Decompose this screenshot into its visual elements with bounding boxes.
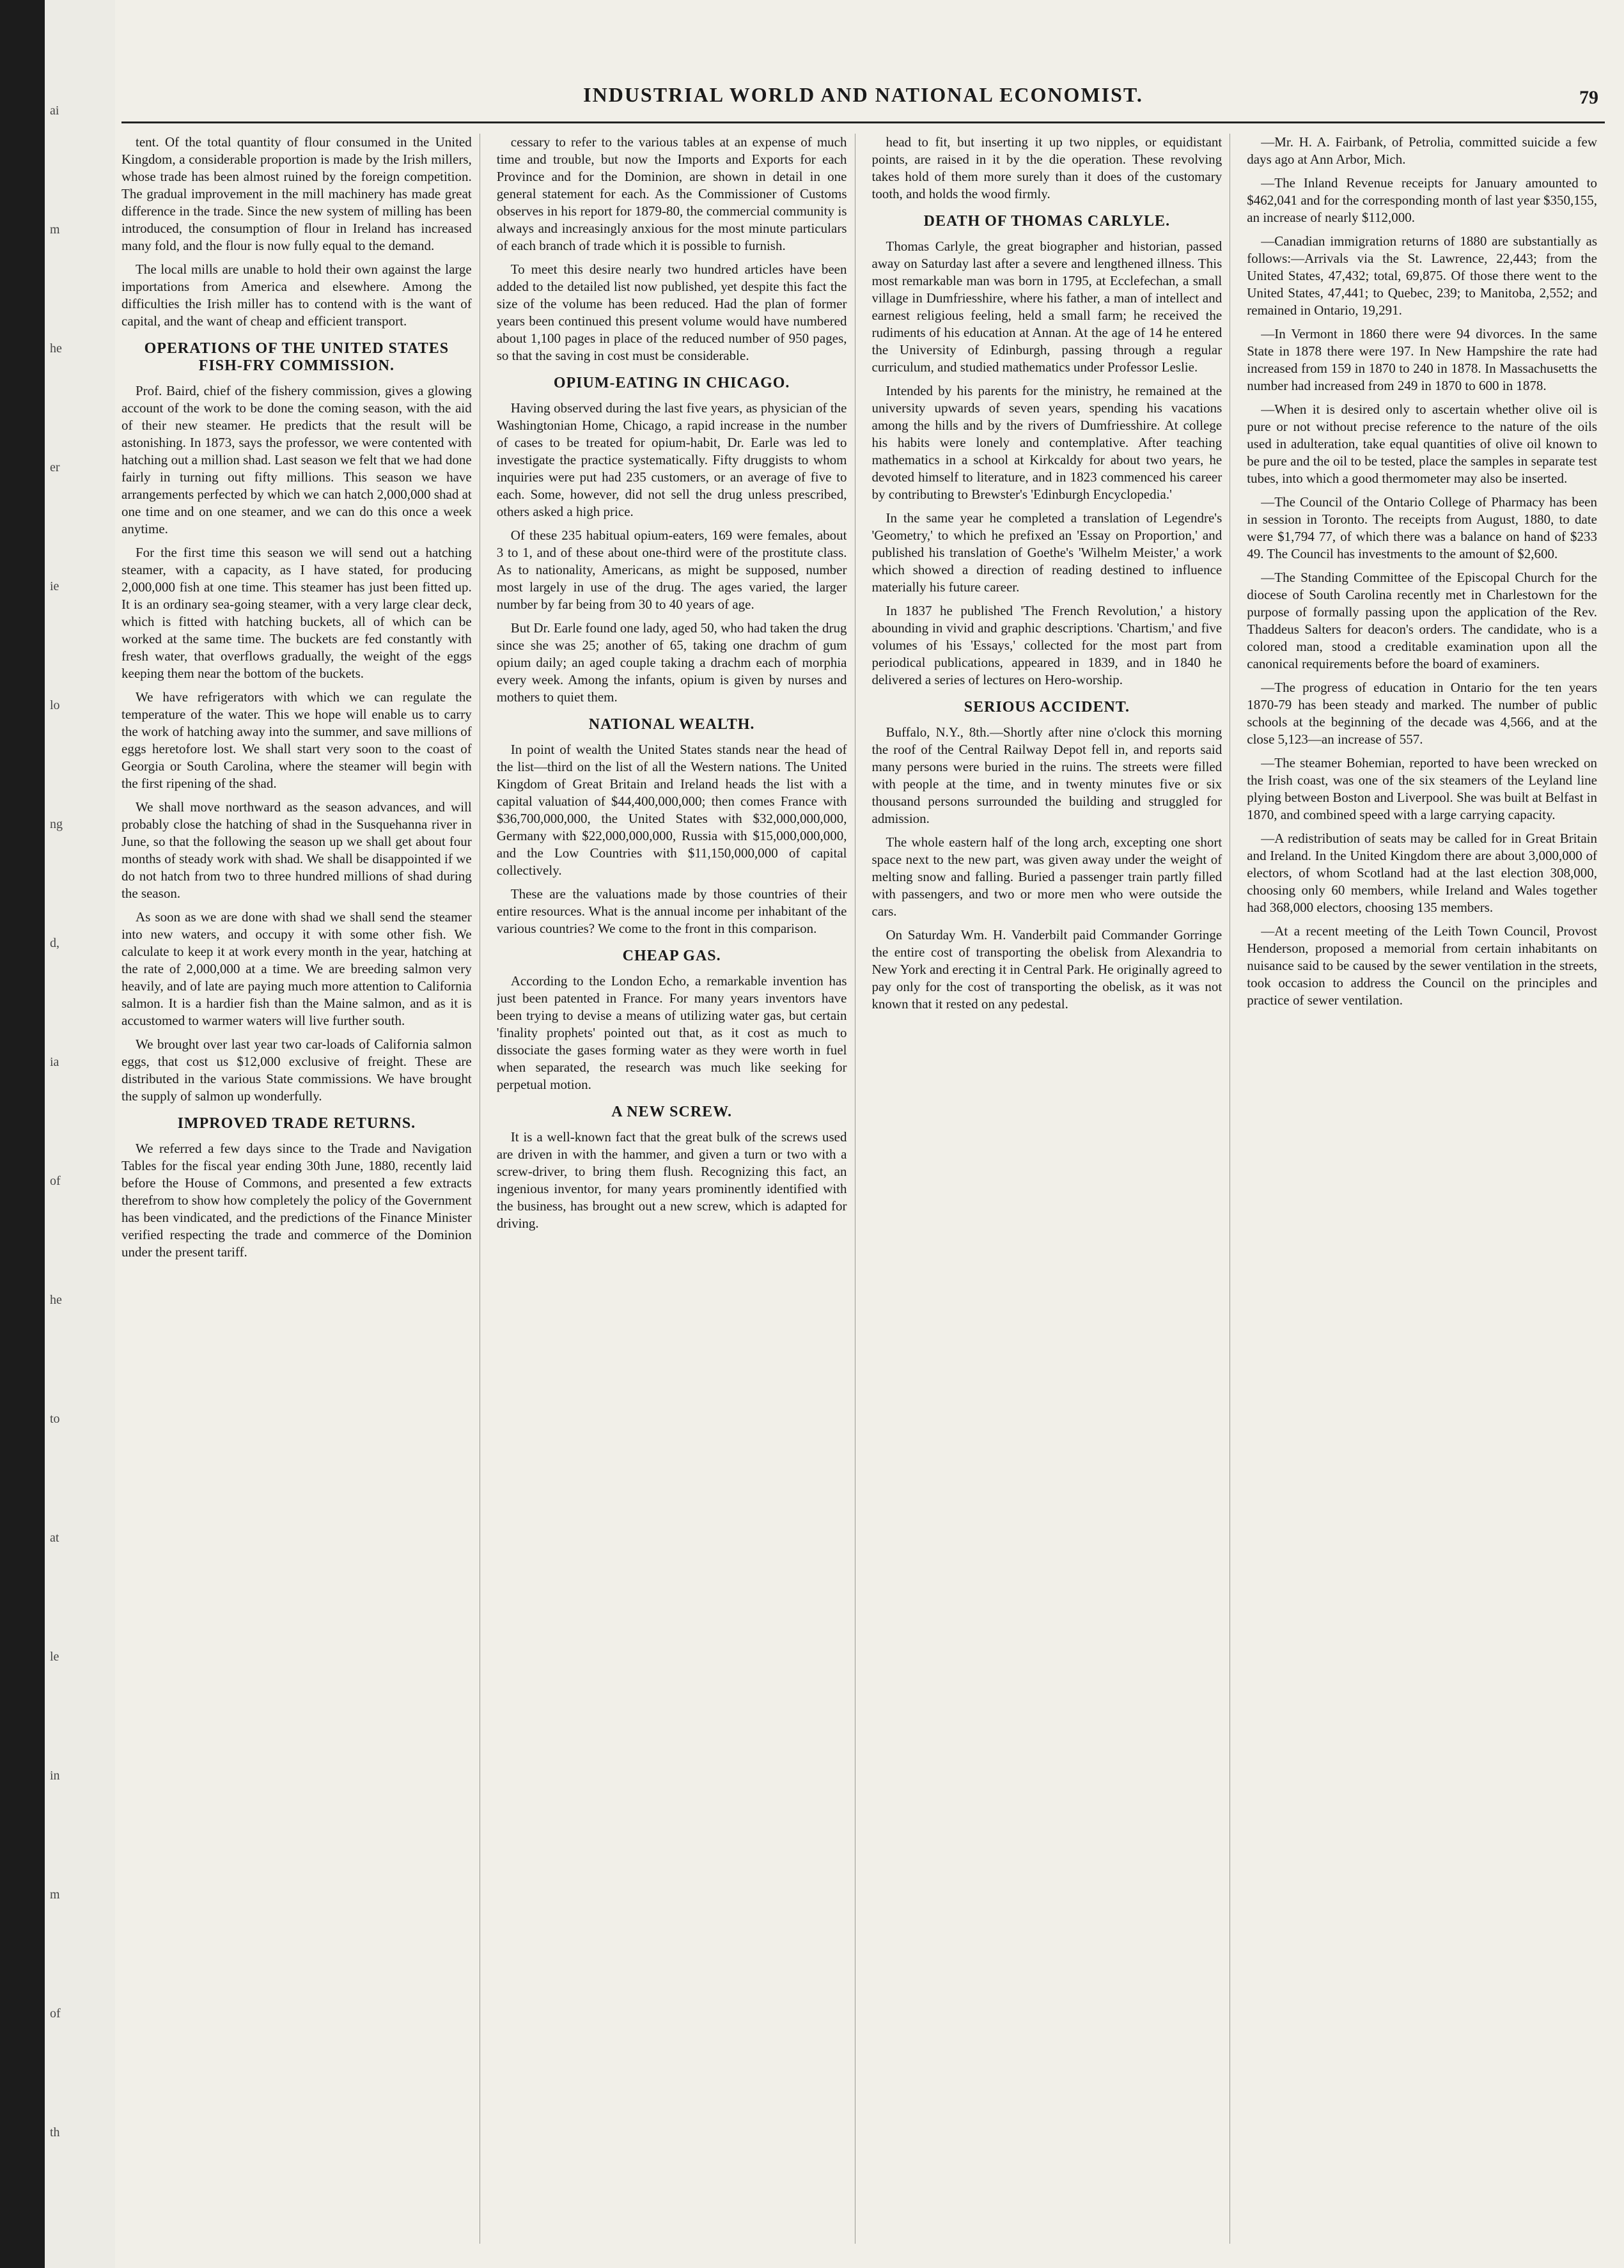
article-headline: NATIONAL WEALTH. [588,716,755,733]
article-paragraph: —When it is desired only to ascertain whether olive oil is pure or not without precise reference to the nature of the oils used in adulteration, take equal quantities of olive oil known to be pure and the oil to be tested, place the samples in separate test tubes, into which a good thermometer may also be inserted. [1247,402,1597,486]
spine-fragment: ai [50,104,59,118]
article-headline: SERIOUS ACCIDENT. [964,699,1130,716]
article-paragraph: —Mr. H. A. Fairbank, of Petrolia, committed suicide a few days ago at Ann Arbor, Mich. [1247,134,1597,167]
article-headline: IMPROVED TRADE RETURNS. [177,1115,416,1132]
article-paragraph: But Dr. Earle found one lady, aged 50, who had taken the drug since she was 25; another of 65, taking one drachm of gum opium daily; an aged couple taking a drachm each of morphia every week. Among the infants, opium is given by nurses and mothers to quiet them. [496,620,847,705]
spine-fragment: lo [50,698,60,712]
spine-fragment: d, [50,936,59,950]
page-header [121,83,1605,123]
article-paragraph: Having observed during the last five years, as physician of the Washingtonian Home, Chicago, a rapid increase in the number of cases to be treated for opium-habit, Dr. Earle was led to investigate the practice systematically. Fifty druggists to whom inquiries were put had 235 customers, or an average of five to each. Some, however, did not sell the drug unless prescribed, others asked a high price. [496,400,847,519]
running-title: INDUSTRIAL WORLD AND NATIONAL ECONOMIST. [583,83,1143,106]
article-paragraph: To meet this desire nearly two hundred articles have been added to the detailed list now published, yet despite this fact the size of the volume has been reduced. Had the plan of former years been continued this present volume would have numbered about 1,100 pages in place of the reduced number of 950 pages, so that the saving in cost must be considerable. [496,262,847,363]
article-paragraph: In 1837 he published 'The French Revolution,' a history abounding in vivid and graphic descriptions. 'Chartism,' and five volumes of his 'Essays,' collected for the most part from periodical publications, appeared in 1839, and in 1840 he delivered a series of lectures on Hero-worship. [871,603,1222,687]
article-paragraph: —The Council of the Ontario College of Pharmacy has been in session in Toronto. The receipts from August, 1880, to date were $1,794 77, of which there was a balance on hand of $233 49. The Council has investments to the amount of $2,600. [1247,494,1597,561]
spine-fragment: ng [50,817,63,831]
spine-fragment: ie [50,579,59,593]
article-paragraph: In the same year he completed a translation of Legendre's 'Geometry,' to which he prefixed an 'Essay on Proportion,' and published his translation of Goethe's 'Wilhelm Meister,' a work which showed a direction of reading destined to influence materially his future career. [871,510,1222,595]
article-paragraph: Of these 235 habitual opium-eaters, 169 were females, about 3 to 1, and of these about one-third were of the prostitute class. As to nationality, Americans, as might be supposed, number most largely in use of the drug. The ages varied, the larger number by far being from 30 to 40 years of age. [496,528,847,612]
article-paragraph: —The progress of education in Ontario for the ten years 1870-79 has been steady and marked. The number of public schools at the beginning of the decade was 4,566, and at the close 5,123—an increase of 557. [1247,680,1597,747]
article-paragraph: —The steamer Bohemian, reported to have been wrecked on the Irish coast, was one of the six steamers of the Leyland line plying between Boston and Liverpool. She was built at Belfast in 1870, and combined speed with a large carrying capacity. [1247,755,1597,822]
article-paragraph: tent. Of the total quantity of flour consumed in the United Kingdom, a considerable proportion is made by the Irish millers, whose trade has been almost ruined by the foreign competition. The gradual improvement in the mill machinery has made great difference in the trade. Since the new system of milling has been introduced, the consumption of flour in Ireland has increased many fold, and the flour is now fully equal to the demand. [121,134,472,253]
spine-fragment: th [50,2125,60,2139]
column-1 [121,134,480,2244]
article-paragraph: According to the London Echo, a remarkable invention has just been patented in France. For many years inventors have been trying to devise a means of utilizing water gas, but certain 'finality prophets' pointed out that, as it cost as much to dissociate the gases forming water as they were worth in fuel when separated, the research was much like seeking for perpetual motion. [496,973,847,1092]
article-paragraph: —A redistribution of seats may be called for in Great Britain and Ireland. In the United Kingdom there are about 3,000,000 of electors, of whom Scotland had at the last election 308,000, choosing only 60 members, while Ireland and Wales together had 368,000 electors, choosing 135 members. [1247,831,1597,915]
binding-spine [0,0,45,2268]
article-paragraph: The whole eastern half of the long arch, excepting one short space next to the new part, was given away under the weight of melting snow and falling. Buried a passenger train partly filled with passengers, and two or more men who were outside the cars. [871,834,1222,919]
article-paragraph: The local mills are unable to hold their own against the large importations from America and elsewhere. Among the difficulties the Irish miller has to contend with is the want of capital, and the want of cheap and efficient transport. [121,262,472,329]
spine-fragment: m [50,1888,60,1902]
article-headline: A NEW SCREW. [611,1104,732,1120]
spine-fragment: of [50,2006,61,2021]
article-paragraph: —At a recent meeting of the Leith Town Council, Provost Henderson, proposed a memorial from certain inhabitants on nuisance said to be caused by the sewer ventilation in the streets, took occasion to address the Council on the principles and practice of sewer ventilation. [1247,923,1597,1008]
article-paragraph: We referred a few days since to the Trade and Navigation Tables for the fiscal year ending 30th June, 1880, recently laid before the House of Commons, and presented a few extracts therefrom to show how completely the policy of the Government has been vindicated, and the predictions of the Finance Minister verified respecting the trade and commerce of the Dominion under the present tariff. [121,1141,472,1260]
article-headline: OPIUM-EATING IN CHICAGO. [553,375,790,391]
article-paragraph: We shall move northward as the season advances, and will probably close the hatching of shad in the Susquehanna river in June, so that the following the season up we shall get about four months of steady work with shad. We shall be disappointed if we do not hatch from two to three hundred millions of shad during the season. [121,799,472,901]
column-2 [497,134,855,2244]
spine-fragment: at [50,1531,59,1545]
article-paragraph: —In Vermont in 1860 there were 94 divorces. In the same State in 1878 there were 197. In New Hampshire the rate had increased from 159 in 1870 to 240 in 1878. In Massachusetts the number had increased from 249 in 1870 to 600 in 1878. [1247,326,1597,393]
spine-fragment: he [50,1293,62,1307]
spine-fragment: he [50,341,62,356]
article-paragraph: These are the valuations made by those countries of their entire resources. What is the annual income per inhabitant of the various countries? We come to the front in this comparison. [496,886,847,936]
article-paragraph: On Saturday Wm. H. Vanderbilt paid Commander Gorringe the entire cost of transporting the obelisk from Alexandria to New York and erecting it in Central Park. He originally agreed to pay only for the cost of transporting the obelisk, as it was not known that it rested on any pedestal. [871,927,1222,1012]
text-columns [121,134,1605,2244]
article-paragraph: —Canadian immigration returns of 1880 are substantially as follows:—Arrivals via the St. Lawrence, 22,443; from the United States, 47,432; total, 69,875. Of those there went to the United States, 47,441; to Quebec, 239; to Manitoba, 2,552; and remained in Ontario, 19,291. [1247,233,1597,318]
article-paragraph: As soon as we are done with shad we shall send the steamer into new waters, and occupy it with some other fish. We calculate to keep it at work every month in the year, hatching at the rate of 2,000,000 at a time. We are breeding salmon very heavily, and of late are paying much more attention to California salmon. It is a hardier fish than the Maine salmon, and as it is accustomed to warmer waters will live further south. [121,909,472,1028]
column-4 [1247,134,1605,2244]
spine-fragment: er [50,460,60,474]
article-paragraph: We have refrigerators with which we can regulate the temperature of the water. This we hope will enable us to carry the work of hatching away into the summer, and save millions of eggs heretofore lost. We shall start very soon to the coast of Georgia or South Carolina, where the steamer will begin with the first ripening of the shad. [121,689,472,791]
spine-fragment: in [50,1769,60,1783]
spine-fragment: m [50,223,60,237]
article-paragraph: —The Inland Revenue receipts for January amounted to $462,041 and for the corresponding month of last year $350,155, an increase of nearly $112,000. [1247,175,1597,225]
article-headline: OPERATIONS OF THE UNITED STATES FISH-FRY COMMISSION. [144,340,449,374]
article-paragraph: —The Standing Committee of the Episcopal Church for the diocese of South Carolina recently met in Charlestown for the purpose of formally passing upon the application of the Rev. Thaddeus Salters for deacon's orders. The candidate, who is a colored man, stood a creditable examination upon all the canonical requirements before the board of examiners. [1247,570,1597,671]
article-paragraph: It is a well-known fact that the great bulk of the screws used are driven in with the hammer, and given a turn or two with a screw-driver, to bring them flush. Recognizing this fact, an ingenious inventor, for many years prominently identified with the business, has brought out a new screw, which is adapted for driving. [496,1129,847,1231]
article-headline: CHEAP GAS. [622,948,721,964]
spine-fragment: of [50,1174,61,1188]
adjacent-page-edge [45,0,115,2268]
article-headline: DEATH OF THOMAS CARLYLE. [923,213,1171,230]
column-3 [872,134,1231,2244]
spine-fragment: le [50,1650,59,1664]
article-paragraph: head to fit, but inserting it up two nipples, or equidistant points, are raised in it by the die operation. These revolving takes hold of them more surely than it does of the customary tooth, and holds the wood firmly. [871,134,1222,201]
article-paragraph: For the first time this season we will send out a hatching steamer, with a capacity, as I have stated, for producing 2,000,000 fish at one time. This steamer has just been fitted up. It is an ordinary sea-going steamer, with a very large clear deck, which is fitted with hatching buckets, all of which can be worked at the same time. The buckets are fed constantly with fresh water, that overflows gradually, the weight of the eggs keeping them near the bottom of the buckets. [121,545,472,681]
spine-fragment: ia [50,1055,59,1069]
article-paragraph: In point of wealth the United States stands near the head of the list—third on the list of all the Western nations. The United Kingdom of Great Britain and Ireland heads the list with a capital valuation of $44,400,000,000; then comes France with $36,700,000,000, the United States with $32,000,000,000, Germany with $22,000,000,000, Russia with $15,000,000,000, and the Low Countries with $11,150,000,000 of capital collectively. [496,742,847,878]
newspaper-page [121,83,1605,2257]
article-paragraph: We brought over last year two car-loads of California salmon eggs, that cost us $12,000 exclusive of freight. These are distributed in the various State commissions. We have brought the supply of salmon up wonderfully. [121,1036,472,1104]
page-number: 79 [1579,87,1598,108]
article-paragraph: cessary to refer to the various tables at an expense of much time and trouble, but now the Imports and Exports for each Province and for the Dominion, are shown in detail in one general statement for each. As the Commissioner of Customs observes in his report for 1879-80, the commercial community is always and increasingly anxious for the most minute particulars of each branch of trade which it is possible to furnish. [496,134,847,253]
article-paragraph: Thomas Carlyle, the great biographer and historian, passed away on Saturday last after a severe and lengthened illness. This most remarkable man was born in 1795, at Ecclefechan, a small village in Dumfriesshire, where his father, a man of intellect and earnest religious feeling, held a small farm; he received the rudiments of his education at Annan. At the age of 14 he entered the University of Edinburgh, passing through a regular curriculum, and studied mathematics under Professor Leslie. [871,239,1222,375]
article-paragraph: Prof. Baird, chief of the fishery commission, gives a glowing account of the work to be done the coming season, with the aid of their new steamer. He predicts that the result will be astonishing. In 1873, says the professor, we were contented with hatching out a million shad. Last season we felt that we had done fairly in turning out fifty millions. This season we have arrangements perfected by which we can hatch 2,000,000 shad at one time and on one steamer, and we can do this once a week anytime. [121,383,472,536]
spine-fragment: to [50,1412,60,1426]
article-paragraph: Buffalo, N.Y., 8th.—Shortly after nine o'clock this morning the roof of the Central Railway Depot fell in, and reports said many persons were buried in the ruins. The streets were filled with people at the time, and in twenty minutes five or six thousand persons surrounded the building and struggled for admission. [871,724,1222,826]
article-paragraph: Intended by his parents for the ministry, he remained at the university upwards of seven years, spending his vacations among the hills and by the rivers of Dumfriesshire. At college his habits were lonely and contemplative. After teaching mathematics in a school at Kirkcaldy for about two years, he devoted himself to literature, and in 1823 commenced his career by contributing to Brewster's 'Edinburgh Encyclopedia.' [871,383,1222,502]
